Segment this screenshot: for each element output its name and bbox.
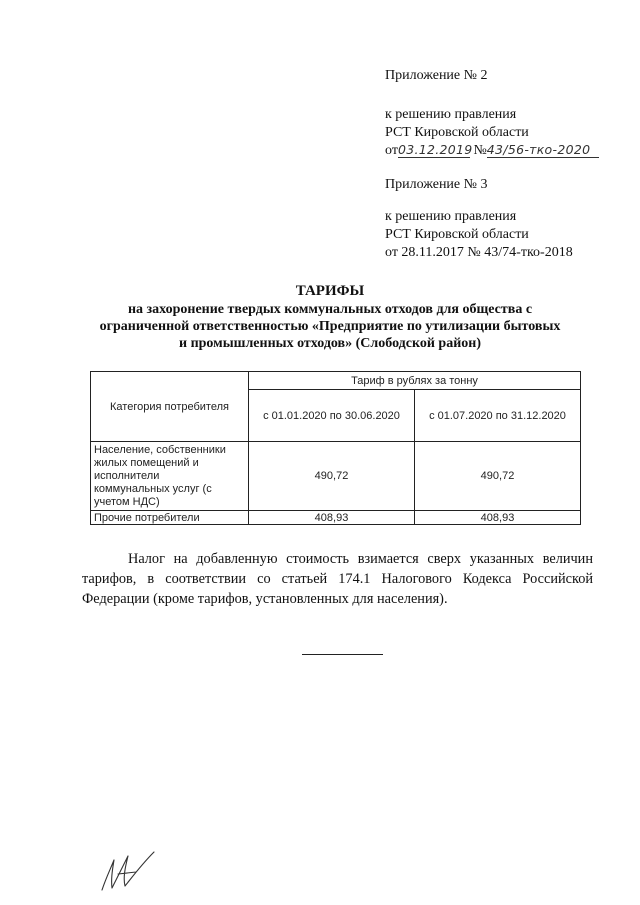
separator-line xyxy=(302,654,383,655)
annex2-number-handwritten: 43/56-тко-2020 xyxy=(487,143,599,158)
heading-title: ТАРИФЫ xyxy=(295,283,365,299)
category-line: жилых помещений и xyxy=(94,457,199,469)
heading-line3: и промышленных отходов» (Слободской район) xyxy=(179,336,481,351)
header-category: Категория потребителя xyxy=(91,372,249,442)
annex3-line3: от 28.11.2017 № 43/74-тко-2018 xyxy=(385,245,573,260)
row-value2: 490,72 xyxy=(415,442,581,511)
tariff-table xyxy=(90,371,581,525)
category-line: Население, собственники xyxy=(94,444,226,456)
category-line: исполнители xyxy=(94,470,160,482)
annex2-title: Приложение № 2 xyxy=(385,68,488,83)
annex3-line1: к решению правления xyxy=(385,209,517,224)
heading-line1: на захоронение твердых коммунальных отходов для общества с xyxy=(127,302,533,317)
annex2-date-handwritten: 03.12.2019 xyxy=(397,142,473,157)
row-value1: 408,93 xyxy=(249,511,415,525)
category-line: учетом НДС) xyxy=(94,496,160,508)
annex2-number-prefix: № xyxy=(473,143,487,158)
annex3-line2: РСТ Кировской области xyxy=(385,227,529,242)
row-value2: 408,93 xyxy=(415,511,581,525)
header-period2: с 01.07.2020 по 31.12.2020 xyxy=(415,390,581,442)
annex3-title: Приложение № 3 xyxy=(385,177,488,192)
header-period1: с 01.01.2020 по 30.06.2020 xyxy=(249,390,415,442)
row-value1: 490,72 xyxy=(249,442,415,511)
category-line: коммунальных услуг (с xyxy=(94,483,212,495)
table-row xyxy=(91,442,581,511)
row-category: Прочие потребители xyxy=(91,511,249,525)
table-row xyxy=(91,511,581,525)
table-header-row xyxy=(91,372,581,390)
header-tariff: Тариф в рублях за тонну xyxy=(249,372,581,390)
heading-line2: ограниченной ответственностью «Предприятие по утилизации бытовых xyxy=(99,319,561,334)
vat-note: Налог на добавленную стоимость взимается сверх указанных величин тарифов, в соответствии со статьей 174.1 Налогового Кодекса Российской Федерации (кроме тарифов, установленных для населения). xyxy=(82,551,593,607)
annex2-line2: РСТ Кировской области xyxy=(385,125,529,140)
row-category xyxy=(91,442,249,511)
annex2-date-line xyxy=(385,142,599,160)
annex2-line1: к решению правления xyxy=(385,107,517,122)
annex2-date-prefix: от xyxy=(385,143,398,158)
document-heading xyxy=(70,282,590,352)
signature-icon xyxy=(98,848,158,894)
